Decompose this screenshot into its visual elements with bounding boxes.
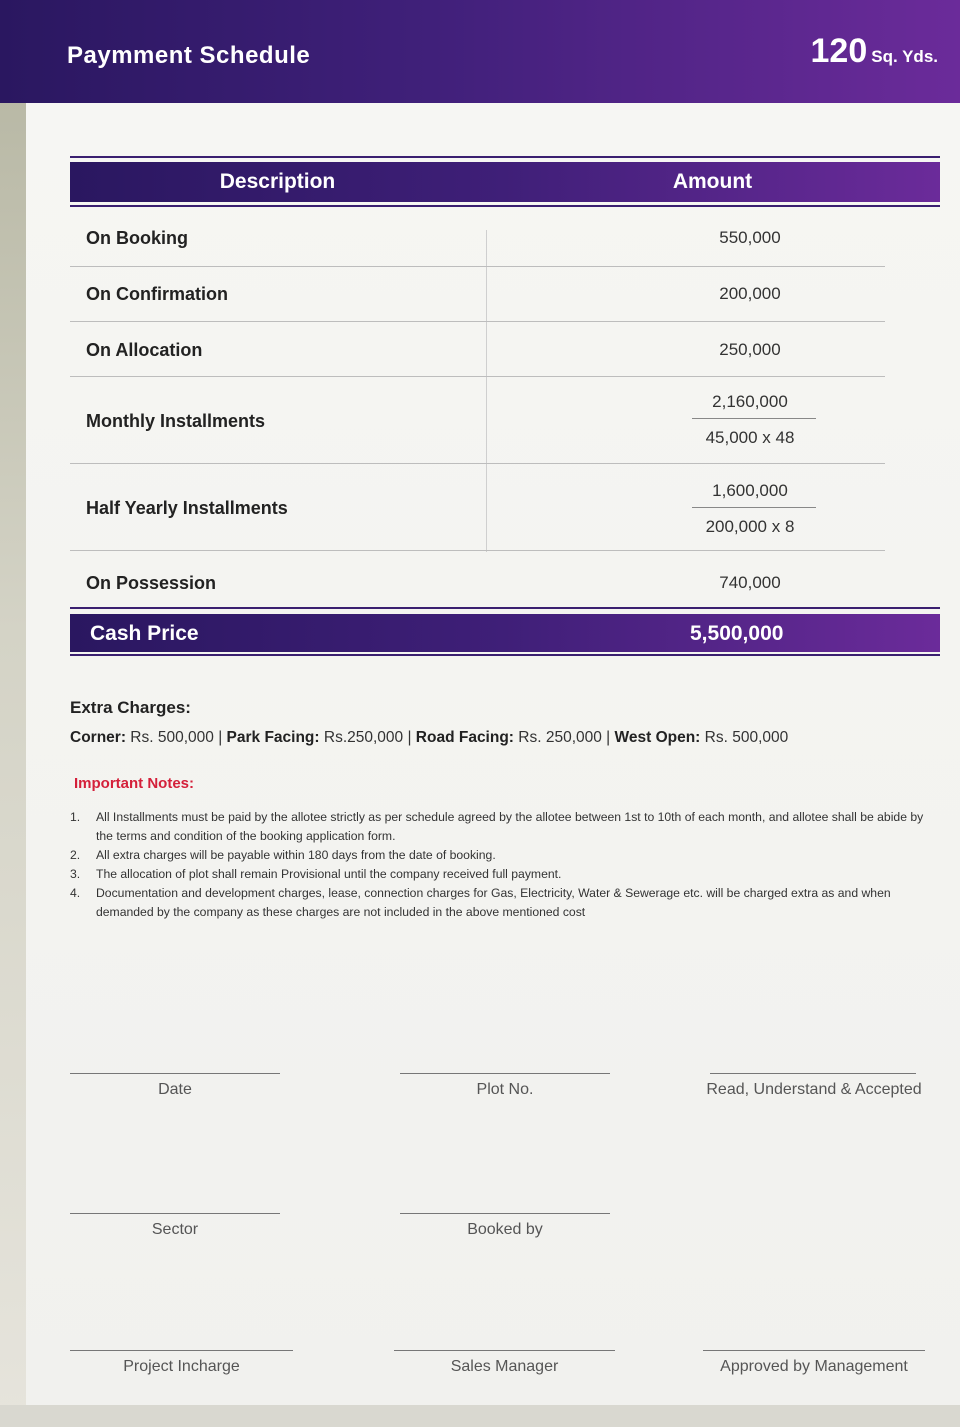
row-divider bbox=[70, 376, 885, 377]
row-divider bbox=[70, 266, 885, 267]
row-amount: 740,000 bbox=[719, 573, 781, 592]
signature-sector bbox=[70, 1213, 280, 1239]
extra-charge-value: Rs. 500,000 bbox=[704, 729, 789, 746]
note-text: All extra charges will be payable within 180 days from the date of booking. bbox=[96, 848, 496, 862]
table-total-rule bbox=[70, 607, 940, 609]
extra-charge-value: Rs.250,000 bbox=[323, 729, 404, 746]
background-bottom bbox=[0, 1405, 960, 1427]
extra-charge-label: Road Facing: bbox=[415, 729, 514, 746]
fraction-line bbox=[692, 418, 816, 419]
table-header bbox=[70, 162, 940, 202]
extra-charge-value: Rs. 500,000 bbox=[130, 729, 214, 746]
extra-charges-title: Extra Charges: bbox=[70, 698, 191, 717]
signature-booked-by bbox=[400, 1213, 610, 1239]
row-amount: 250,000 bbox=[719, 340, 781, 359]
important-notes-title: Important Notes: bbox=[74, 775, 194, 792]
important-notes-list bbox=[70, 808, 938, 922]
extra-charge-label: West Open: bbox=[614, 729, 701, 746]
header-amount: Amount bbox=[672, 170, 753, 193]
row-divider bbox=[70, 550, 885, 551]
note-item: 2. All extra charges will be payable within 180 days from the date of booking. bbox=[70, 848, 496, 862]
extra-charge-separator: | bbox=[403, 729, 416, 746]
page-title: Paymment Schedule bbox=[67, 42, 311, 69]
table-bottom-rule bbox=[70, 654, 940, 656]
row-divider bbox=[70, 321, 885, 322]
signature-label: Project Incharge bbox=[123, 1358, 240, 1375]
signature-approved bbox=[703, 1350, 925, 1376]
extra-charge-value: Rs. 250,000 bbox=[518, 729, 602, 746]
signature-label: Sales Manager bbox=[450, 1358, 559, 1375]
extra-charge-separator: | bbox=[213, 729, 227, 746]
plot-size-number: 120 bbox=[810, 32, 868, 70]
row-amount: 1,600,000 bbox=[712, 481, 788, 500]
page-header bbox=[0, 0, 960, 103]
note-text: The allocation of plot shall remain Provisional until the company received full payment. bbox=[96, 867, 562, 881]
row-label: Monthly Installments bbox=[86, 411, 266, 431]
row-label: On Allocation bbox=[86, 340, 203, 360]
row-amount-detail: 45,000 x 48 bbox=[705, 428, 795, 447]
signature-label: Read, Understand & Accepted bbox=[706, 1081, 922, 1098]
note-text: All Installments must be paid by the allotee strictly as per schedule agreed by the allotee between 1st to 10th of each month, and allotee shall be abide by the terms and condition of the booking application form. bbox=[96, 810, 924, 843]
extra-charge-separator: | bbox=[601, 729, 615, 746]
signature-label: Booked by bbox=[467, 1221, 543, 1238]
header-description: Description bbox=[219, 170, 336, 193]
note-item: 4. Documentation and development charges, lease, connection charges for Gas, Electricity, Water & Sewerage etc. will be charged extra as and when demanded by the company as these charges are not included in the above mentioned cost bbox=[70, 886, 891, 919]
column-divider bbox=[486, 230, 487, 552]
extra-charge-label: Park Facing: bbox=[226, 729, 320, 746]
signature-label: Date bbox=[158, 1081, 192, 1098]
plot-size-unit: Sq. Yds. bbox=[871, 47, 938, 66]
table-top-rule bbox=[70, 156, 940, 158]
row-amount: 200,000 bbox=[719, 284, 781, 303]
table-header-rule bbox=[70, 205, 940, 207]
note-item: 3. The allocation of plot shall remain Provisional until the company received full payment. bbox=[70, 867, 562, 881]
row-label: On Booking bbox=[86, 228, 188, 248]
cash-price-row bbox=[70, 614, 940, 652]
signature-plot-no bbox=[400, 1073, 610, 1099]
note-text: Documentation and development charges, lease, connection charges for Gas, Electricity, Water & Sewerage etc. will be charged extra as and when demanded by the company as these charges are not included in the above mentioned cost bbox=[96, 886, 891, 919]
row-amount-detail: 200,000 x 8 bbox=[705, 517, 795, 536]
row-label: On Confirmation bbox=[86, 284, 228, 304]
signature-label: Sector bbox=[151, 1221, 199, 1238]
row-label: On Possession bbox=[86, 573, 217, 593]
signature-project-incharge bbox=[70, 1350, 293, 1376]
fraction-line bbox=[692, 507, 816, 508]
row-divider bbox=[70, 463, 885, 464]
signature-label: Plot No. bbox=[476, 1081, 534, 1098]
cash-price-label: Cash Price bbox=[90, 622, 199, 645]
note-item: 1. All Installments must be paid by the allotee strictly as per schedule agreed by the allotee between 1st to 10th of each month, and allotee shall be abide by the terms and condition of the booking application form. bbox=[70, 810, 924, 843]
row-label: Half Yearly Installments bbox=[86, 498, 288, 518]
signature-label: Approved by Management bbox=[720, 1358, 908, 1375]
signature-sales-manager bbox=[394, 1350, 615, 1376]
extra-charges-list bbox=[70, 729, 788, 747]
plot-size bbox=[811, 32, 939, 71]
extra-charge-label: Corner: bbox=[70, 729, 126, 746]
cash-price-amount: 5,500,000 bbox=[690, 622, 784, 645]
signature-accepted bbox=[688, 1073, 940, 1099]
row-amount: 550,000 bbox=[719, 228, 781, 247]
signature-date bbox=[70, 1073, 280, 1099]
row-amount: 2,160,000 bbox=[712, 392, 788, 411]
